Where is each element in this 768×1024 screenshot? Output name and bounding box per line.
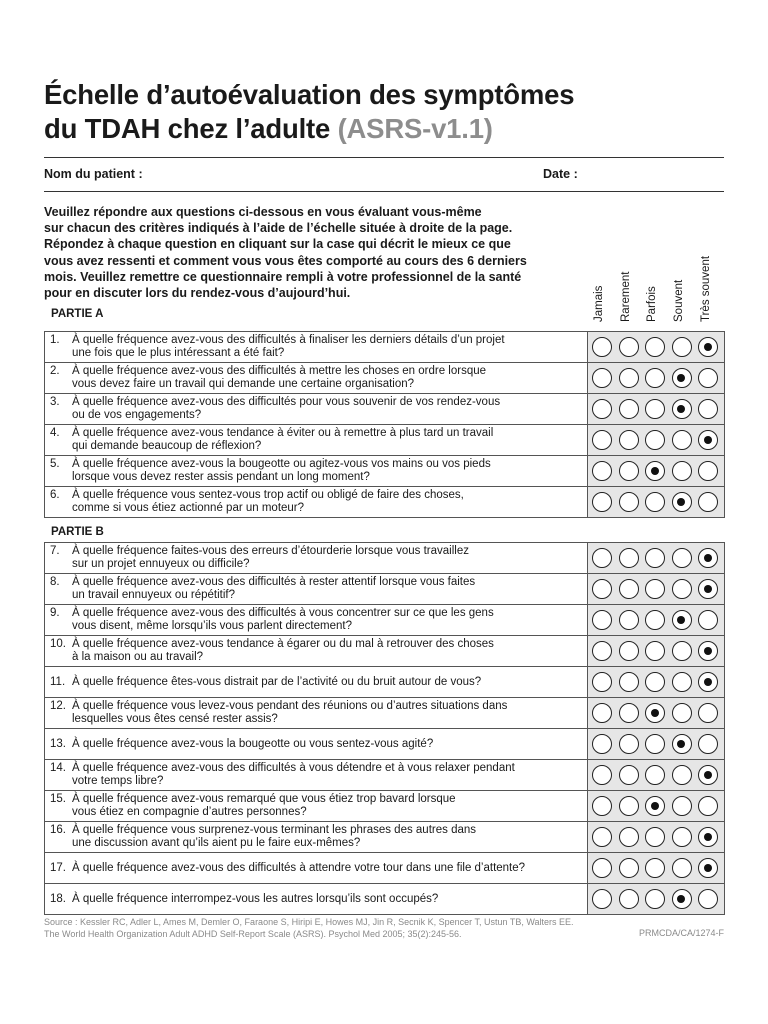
answer-options-cell [588, 456, 725, 487]
question-text-cell [45, 791, 588, 822]
question-content [50, 489, 587, 515]
answer-radio[interactable] [592, 827, 612, 847]
question-content [50, 793, 587, 819]
answer-radio[interactable] [698, 703, 718, 723]
question-text-cell [45, 574, 588, 605]
answer-options [588, 548, 724, 568]
answer-options [588, 858, 724, 878]
answer-radio[interactable] [592, 734, 612, 754]
answer-options [588, 461, 724, 481]
answer-radio[interactable] [645, 368, 665, 388]
answer-radio[interactable] [619, 461, 639, 481]
answer-radio[interactable] [619, 548, 639, 568]
question-row [45, 394, 725, 425]
question-text: À quelle fréquence avez-vous tendance à éviter ou à remettre à plus tard un travail qui demande beaucoup de réflexion? [72, 427, 494, 452]
answer-radio[interactable] [698, 734, 718, 754]
answer-radio[interactable] [672, 492, 692, 512]
scale-label-2: Rarement [620, 271, 632, 322]
question-text-cell [45, 456, 588, 487]
answer-radio[interactable] [592, 796, 612, 816]
answer-options [588, 492, 724, 512]
answer-options-cell [588, 667, 725, 698]
answer-radio[interactable] [698, 796, 718, 816]
question-content [50, 396, 587, 422]
question-text: À quelle fréquence vous sentez-vous trop actif ou obligé de faire des choses, comme si vous étiez actionné par un moteur? [72, 489, 464, 514]
scale-label-4: Souvent [673, 279, 685, 322]
answer-radio[interactable] [645, 889, 665, 909]
question-number: 13. [50, 737, 66, 750]
answer-radio[interactable] [698, 610, 718, 630]
question-text-cell [45, 822, 588, 853]
answer-radio[interactable] [645, 703, 665, 723]
question-table-1 [44, 331, 725, 518]
question-text-cell [45, 729, 588, 760]
question-text: À quelle fréquence avez-vous des difficultés à mettre les choses en ordre lorsque vous devez faire un travail qui demande une certaine organisation? [72, 365, 487, 390]
instructions: Veuillez répondre aux questions ci-dessous en vous évaluant vous-même sur chacun des critères indiqués à l’aide de l’échelle située à droite de la page. Répondez à chaque question en cliquant sur la case qui décrit le mieux ce que vous avez ressenti et comment vous vous êtes comporté au cours des 6 derniers mois. Veuillez remettre ce questionnaire rempli à votre professionnel de la santé pour en discuter lors du rendez-vous d’aujourd’hui. [44, 205, 527, 301]
question-row [45, 425, 725, 456]
question-table-2 [44, 542, 725, 915]
answer-radio[interactable] [698, 430, 718, 450]
answer-options [588, 827, 724, 847]
answer-radio[interactable] [619, 492, 639, 512]
answer-radio[interactable] [698, 399, 718, 419]
answer-radio[interactable] [698, 337, 718, 357]
question-row [45, 456, 725, 487]
question-text: À quelle fréquence avez-vous des difficultés à vous concentrer sur ce que les gens vous disent, même lorsqu’ils vous parlent directement? [72, 607, 494, 632]
answer-radio[interactable] [645, 492, 665, 512]
answer-radio[interactable] [698, 672, 718, 692]
answer-options [588, 399, 724, 419]
answer-radio[interactable] [645, 796, 665, 816]
answer-radio[interactable] [672, 827, 692, 847]
question-number: 10. [50, 638, 66, 650]
question-row [45, 791, 725, 822]
answer-radio[interactable] [619, 734, 639, 754]
answer-radio[interactable] [672, 579, 692, 599]
answer-radio[interactable] [592, 889, 612, 909]
question-text: À quelle fréquence avez-vous la bougeotte ou agitez-vous vos mains ou vos pieds lorsque vous devez rester assis pendant un long moment? [72, 458, 491, 483]
question-text: À quelle fréquence avez-vous des difficultés à finaliser les derniers détails d’un projet une fois que le plus intéressant a été fait? [72, 334, 505, 359]
question-text: À quelle fréquence êtes-vous distrait par de l’activité ou du bruit autour de vous? [72, 675, 482, 688]
answer-radio[interactable] [672, 765, 692, 785]
question-row [45, 487, 725, 518]
question-number: 11. [50, 675, 66, 688]
answer-radio[interactable] [645, 337, 665, 357]
question-number: 5. [50, 458, 60, 470]
answer-radio[interactable] [619, 765, 639, 785]
answer-options-cell [588, 425, 725, 456]
question-content [50, 545, 587, 571]
answer-radio[interactable] [592, 368, 612, 388]
page-title [44, 78, 574, 146]
scale-label-3: Parfois [646, 286, 658, 322]
answer-radio[interactable] [645, 430, 665, 450]
answer-options-cell [588, 605, 725, 636]
answer-radio[interactable] [698, 368, 718, 388]
question-text-cell [45, 853, 588, 884]
top-divider [44, 157, 724, 158]
question-text-cell [45, 884, 588, 915]
patient-name-label: Nom du patient : [44, 167, 143, 181]
question-row [45, 822, 725, 853]
question-content [50, 676, 587, 689]
answer-radio[interactable] [592, 492, 612, 512]
question-content [50, 738, 587, 751]
answer-radio[interactable] [619, 827, 639, 847]
question-number: 3. [50, 396, 60, 408]
question-content [50, 576, 587, 602]
answer-options-cell [588, 363, 725, 394]
question-row [45, 636, 725, 667]
answer-radio[interactable] [592, 579, 612, 599]
answer-radio[interactable] [645, 399, 665, 419]
question-row [45, 760, 725, 791]
answer-radio[interactable] [672, 430, 692, 450]
answer-radio[interactable] [672, 548, 692, 568]
question-text-cell [45, 636, 588, 667]
question-row [45, 363, 725, 394]
answer-radio[interactable] [698, 461, 718, 481]
answer-radio[interactable] [698, 548, 718, 568]
answer-radio[interactable] [619, 889, 639, 909]
answer-radio[interactable] [619, 858, 639, 878]
answer-options-cell [588, 698, 725, 729]
question-number: 15. [50, 793, 66, 805]
answer-options-cell [588, 729, 725, 760]
answer-radio[interactable] [672, 672, 692, 692]
source-citation: Source : Kessler RC, Adler L, Ames M, Demler O, Faraone S, Hiripi E, Howes MJ, Jin R, Secnik K, Spencer T, Ustun TB, Walters EE. The World Health Organization Adult ADHD Self-Report Scale (ASRS). Psychol Med 2005; 35(2):245-56. [44, 917, 574, 939]
answer-radio[interactable] [645, 610, 665, 630]
answer-radio[interactable] [698, 765, 718, 785]
question-number: 1. [50, 334, 60, 346]
question-text: À quelle fréquence vous surprenez-vous terminant les phrases des autres dans une discussion avant qu’ils aient pu le faire eux-mêmes? [72, 824, 477, 849]
scale-label-1: Jamais [593, 285, 605, 322]
answer-options [588, 368, 724, 388]
question-content [50, 862, 587, 875]
answer-radio[interactable] [592, 672, 612, 692]
question-content [50, 700, 587, 726]
question-text-cell [45, 543, 588, 574]
answer-options-cell [588, 822, 725, 853]
answer-radio[interactable] [592, 337, 612, 357]
question-text: À quelle fréquence avez-vous remarqué que vous étiez trop bavard lorsque vous étiez en compagnie d’autres personnes? [72, 793, 456, 818]
question-text: À quelle fréquence avez-vous des difficultés à rester attentif lorsque vous faites un travail ennuyeux ou répétitif? [72, 576, 476, 601]
answer-radio[interactable] [645, 579, 665, 599]
answer-radio[interactable] [592, 765, 612, 785]
answer-options [588, 641, 724, 661]
answer-radio[interactable] [619, 337, 639, 357]
answer-radio[interactable] [698, 579, 718, 599]
answer-radio[interactable] [672, 796, 692, 816]
answer-radio[interactable] [698, 492, 718, 512]
question-content [50, 893, 587, 906]
answer-radio[interactable] [592, 858, 612, 878]
scale-label-5: Très souvent [700, 255, 712, 322]
question-row [45, 332, 725, 363]
question-row [45, 605, 725, 636]
answer-radio[interactable] [619, 672, 639, 692]
answer-radio[interactable] [645, 461, 665, 481]
part-label-1: PARTIE A [51, 308, 104, 320]
answer-options [588, 734, 724, 754]
question-text: À quelle fréquence avez-vous tendance à égarer ou du mal à retrouver des choses à la maison ou au travail? [72, 638, 494, 663]
question-text-cell [45, 487, 588, 518]
question-content [50, 638, 587, 664]
answer-radio[interactable] [592, 461, 612, 481]
question-text-cell [45, 605, 588, 636]
answer-radio[interactable] [698, 827, 718, 847]
question-content [50, 824, 587, 850]
answer-options-cell [588, 487, 725, 518]
answer-options-cell [588, 543, 725, 574]
answer-options-cell [588, 636, 725, 667]
answer-radio[interactable] [592, 399, 612, 419]
answer-radio[interactable] [698, 858, 718, 878]
answer-radio[interactable] [672, 399, 692, 419]
question-text: À quelle fréquence avez-vous des difficultés pour vous souvenir de vos rendez-vous ou de vos engagements? [72, 396, 501, 421]
answer-radio[interactable] [672, 734, 692, 754]
question-content [50, 334, 587, 360]
answer-radio[interactable] [619, 579, 639, 599]
answer-options-cell [588, 884, 725, 915]
answer-options-cell [588, 332, 725, 363]
question-text: À quelle fréquence avez-vous des difficultés à vous détendre et à vous relaxer pendant votre temps libre? [72, 762, 515, 787]
patient-line-divider [44, 191, 724, 192]
answer-options [588, 579, 724, 599]
answer-options [588, 889, 724, 909]
answer-radio[interactable] [619, 641, 639, 661]
answer-options [588, 672, 724, 692]
answer-radio[interactable] [645, 827, 665, 847]
title-line-2-text: du TDAH chez l’adulte [44, 113, 331, 144]
answer-radio[interactable] [645, 734, 665, 754]
answer-radio[interactable] [672, 461, 692, 481]
answer-radio[interactable] [592, 430, 612, 450]
question-text: À quelle fréquence avez-vous la bougeotte ou vous sentez-vous agité? [72, 737, 434, 750]
question-text-cell [45, 667, 588, 698]
answer-radio[interactable] [592, 610, 612, 630]
title-line-1: Échelle d’autoévaluation des symptômes [44, 79, 575, 110]
question-number: 14. [50, 762, 66, 774]
answer-radio[interactable] [672, 889, 692, 909]
title-line-2 [44, 112, 574, 146]
answer-radio[interactable] [619, 399, 639, 419]
answer-radio[interactable] [672, 641, 692, 661]
question-number: 8. [50, 576, 60, 588]
answer-radio[interactable] [619, 703, 639, 723]
answer-options-cell [588, 574, 725, 605]
question-number: 18. [50, 892, 66, 905]
title-version: (ASRS-v1.1) [337, 113, 493, 144]
answer-radio[interactable] [645, 858, 665, 878]
question-text-cell [45, 363, 588, 394]
question-number: 7. [50, 545, 60, 557]
answer-options [588, 337, 724, 357]
question-text-cell [45, 425, 588, 456]
question-text: À quelle fréquence vous levez-vous pendant des réunions ou d’autres situations dans lesquelles vous êtes censé rester assis? [72, 700, 508, 725]
answer-options-cell [588, 791, 725, 822]
answer-options [588, 430, 724, 450]
answer-radio[interactable] [672, 368, 692, 388]
answer-radio[interactable] [619, 610, 639, 630]
question-row [45, 884, 725, 915]
question-text: À quelle fréquence avez-vous des difficultés à attendre votre tour dans une file d’attente? [72, 861, 526, 874]
part-label-2: PARTIE B [51, 526, 104, 538]
answer-options-cell [588, 394, 725, 425]
answer-radio[interactable] [672, 610, 692, 630]
question-number: 4. [50, 427, 60, 439]
question-text: À quelle fréquence faites-vous des erreurs d’étourderie lorsque vous travaillez sur un projet ennuyeux ou difficile? [72, 545, 469, 570]
question-content [50, 365, 587, 391]
answer-radio[interactable] [619, 430, 639, 450]
answer-radio[interactable] [672, 858, 692, 878]
answer-options [588, 610, 724, 630]
answer-radio[interactable] [645, 548, 665, 568]
question-number: 16. [50, 824, 66, 836]
question-text-cell [45, 394, 588, 425]
answer-radio[interactable] [645, 672, 665, 692]
answer-options [588, 796, 724, 816]
question-text: À quelle fréquence interrompez-vous les autres lorsqu’ils sont occupés? [72, 892, 439, 905]
answer-radio[interactable] [619, 796, 639, 816]
question-number: 12. [50, 700, 66, 712]
question-row [45, 729, 725, 760]
question-text-cell [45, 760, 588, 791]
question-row [45, 667, 725, 698]
question-number: 17. [50, 861, 66, 874]
question-row [45, 853, 725, 884]
question-row [45, 543, 725, 574]
question-row [45, 574, 725, 605]
question-content [50, 607, 587, 633]
answer-radio[interactable] [592, 548, 612, 568]
answer-radio[interactable] [592, 703, 612, 723]
question-number: 6. [50, 489, 60, 501]
answer-options [588, 703, 724, 723]
answer-options-cell [588, 853, 725, 884]
answer-radio[interactable] [592, 641, 612, 661]
answer-radio[interactable] [698, 889, 718, 909]
question-content [50, 458, 587, 484]
question-number: 9. [50, 607, 60, 619]
answer-radio[interactable] [698, 641, 718, 661]
answer-radio[interactable] [619, 368, 639, 388]
date-label: Date : [543, 167, 578, 181]
question-content [50, 427, 587, 453]
document-code: PRMCDA/CA/1274-F [638, 928, 724, 938]
question-text-cell [45, 332, 588, 363]
question-content [50, 762, 587, 788]
answer-radio[interactable] [672, 703, 692, 723]
answer-options [588, 765, 724, 785]
answer-radio[interactable] [645, 641, 665, 661]
question-row [45, 698, 725, 729]
answer-options-cell [588, 760, 725, 791]
answer-radio[interactable] [645, 765, 665, 785]
question-text-cell [45, 698, 588, 729]
question-number: 2. [50, 365, 60, 377]
answer-radio[interactable] [672, 337, 692, 357]
